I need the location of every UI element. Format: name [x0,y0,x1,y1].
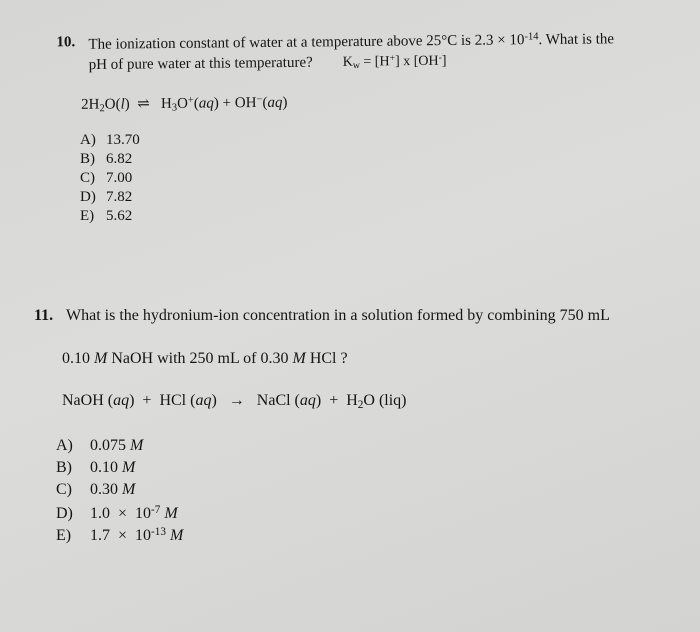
kw-expression: $K_w = [H^+]$ x [OH-] [342,52,447,72]
question-11-line-2: 0.10 M NaOH with 250 mL of 0.30 M HCl ? [62,350,348,367]
choice-10-d[interactable]: D) 7.82 [80,189,133,205]
question-11-number: 11. [34,307,54,324]
choice-11-d[interactable]: D) $1.0 \times 10^{-7}$ M [56,504,178,523]
question-10-line-1: The ionization constant of water at a temperature above 25°C is $2.3 \times 10^{-14}$. What is the [88,31,615,53]
question-10-line-2: pH of pure water at this temperature? [88,54,313,74]
choice-10-e[interactable]: E) 5.62 [80,208,133,224]
question-10-equation: $2H_2O(l)$ ⇌ $H_3O^+(aq) + OH^-(aq)$ [81,94,288,115]
choice-11-b[interactable]: B) 0.10 M [56,459,136,476]
question-11-line-1: What is the hydronium-ion concentration in a solution formed by combining 750 mL [66,307,610,324]
question-10-number: 10. [56,34,76,51]
choice-11-e[interactable]: E) $1.7 \times 10^{-13}$ M [56,526,184,545]
question-11-equation: NaOH (aq) + HCl (aq) → NaCl $(aq) + H_2O$ (liq) [62,392,407,411]
choice-10-a[interactable]: A) 13.70 [80,132,140,148]
choice-10-c[interactable]: C) 7.00 [80,170,133,186]
choice-10-b[interactable]: B) 6.82 [80,151,133,167]
choice-11-a[interactable]: A) 0.075 M [56,437,144,454]
choice-11-c[interactable]: C) 0.30 M [56,481,136,498]
